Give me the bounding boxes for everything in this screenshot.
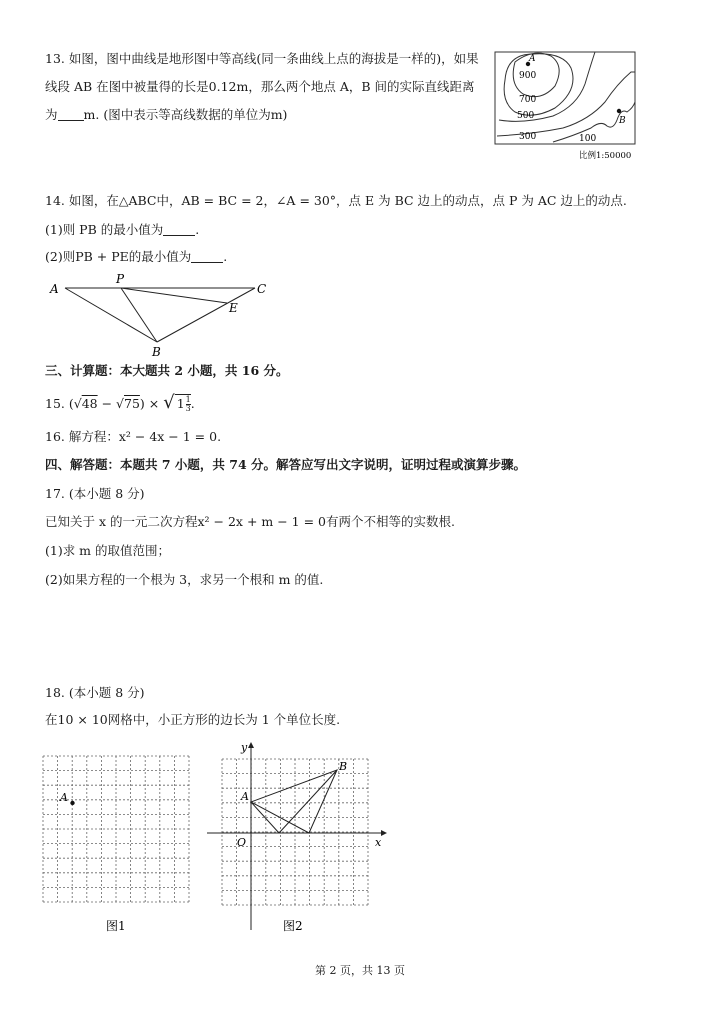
q17-part1: (1)求 m 的取值范围； <box>45 543 171 558</box>
contour-label-900: 900 <box>519 71 537 81</box>
q15-radical-2: √75 <box>116 396 140 411</box>
q15-mixed-number <box>175 394 191 413</box>
segment-pe <box>121 288 227 303</box>
map-point-b-label: B <box>619 116 626 126</box>
label-a: A <box>50 282 59 296</box>
fig1-point-a-dot <box>70 801 74 805</box>
page-footer: 第 2 页，共 13 页 <box>315 964 405 977</box>
q14-part2-end: . <box>223 249 228 264</box>
y-axis-label: y <box>241 741 248 754</box>
triangle-figure <box>45 272 285 362</box>
q13-line3-pre: 为 <box>45 107 58 122</box>
q17-head: 17. (本小题 8 分) <box>45 486 145 501</box>
q17-stem: 已知关于 x 的一元二次方程x² − 2x + m − 1 = 0有两个不相等的实数根. <box>45 514 455 529</box>
q18-stem: 在10 × 10网格中，小正方形的边长为 1 个单位长度. <box>45 712 341 727</box>
x-axis-label: x <box>375 836 382 849</box>
map-point-b-dot <box>617 109 621 113</box>
q15-end: . <box>190 396 195 411</box>
q15-whole: 1 <box>176 396 185 411</box>
q13-answer-blank <box>58 108 84 121</box>
q15-radical-1: √48 <box>73 396 98 411</box>
fig1-caption: 图1 <box>106 919 126 933</box>
contour-label-100: 100 <box>579 134 597 144</box>
grid-figure-2 <box>205 740 390 942</box>
q14-part1-text: (1)则 PB 的最小值为 <box>45 222 164 237</box>
origin-label: O <box>237 836 247 849</box>
q15-prefix: 15. ( <box>45 396 74 411</box>
topographic-map <box>493 50 643 168</box>
label-b: B <box>152 345 161 359</box>
segment-bc <box>157 288 255 342</box>
segment-pb <box>121 288 157 342</box>
contour-label-300: 300 <box>519 132 537 142</box>
q15 <box>45 394 195 420</box>
q13-line2: 线段 AB 在图中被量得的长是0.12m，那么两个地点 A，B 间的实际直线距离 <box>45 79 475 94</box>
q14-part2-text: (2)则PB + PE的最小值为 <box>45 249 192 264</box>
q15-radical-3: √ <box>163 392 175 413</box>
grid-2-lines <box>222 759 368 905</box>
contour-label-700: 700 <box>519 95 537 105</box>
q13-line1: 13. 如图，图中曲线是地形图中等高线(同一条曲线上点的海拔是一样的)，如果 <box>45 51 479 66</box>
map-point-a-label: A <box>529 54 536 64</box>
fig1-point-a-label: A <box>60 791 68 804</box>
section-3-heading: 三、计算题：本大题共 2 小题，共 16 分。 <box>45 363 289 378</box>
q18-head: 18. (本小题 8 分) <box>45 685 145 700</box>
section-4-heading: 四、解答题：本题共 7 小题，共 74 分。解答应写出文字说明，证明过程或演算步骤。 <box>45 457 527 472</box>
map-scale: 比例1:50000 <box>579 151 632 161</box>
q14-part1-end: . <box>195 222 200 237</box>
q14-stem: 14. 如图，在△ABC中，AB = BC = 2，∠A = 30°，点 E 为 BC 边上的动点，点 P 为 AC 边上的动点. <box>45 193 627 208</box>
fig2-point-b-label: B <box>339 760 348 773</box>
q15-radicand-2: 75 <box>124 396 140 411</box>
q16: 16. 解方程：x² − 4x − 1 = 0. <box>45 429 222 444</box>
segment-d-b <box>279 770 337 833</box>
q13-line3 <box>45 106 287 124</box>
q15-radicand-1: 48 <box>81 396 98 411</box>
q14-part2 <box>45 248 227 266</box>
x-axis-arrow <box>381 830 387 836</box>
label-e: E <box>229 301 238 315</box>
label-c: C <box>257 282 267 296</box>
contour-label-500: 500 <box>517 111 535 121</box>
segment-ab <box>65 288 157 342</box>
grid-figure-1 <box>40 752 200 942</box>
q14-part1 <box>45 221 199 239</box>
fig2-caption: 图2 <box>283 919 303 933</box>
q15-numerator: 1 <box>185 395 191 404</box>
q15-mid: ) × <box>139 396 164 411</box>
q14-part1-blank <box>163 223 195 236</box>
q17-part2: (2)如果方程的一个根为 3，求另一个根和 m 的值. <box>45 572 324 587</box>
contour-300 <box>497 72 635 136</box>
q15-denominator: 3 <box>185 404 191 413</box>
fig2-point-a-label: A <box>241 790 249 803</box>
q14-part2-blank <box>191 250 223 263</box>
grid-1-lines <box>43 756 189 902</box>
q13-line3-post: m. (图中表示等高线数据的单位为m) <box>83 107 288 122</box>
label-p: P <box>116 272 125 286</box>
q15-minus: − <box>97 396 117 411</box>
y-axis-arrow <box>248 742 254 748</box>
